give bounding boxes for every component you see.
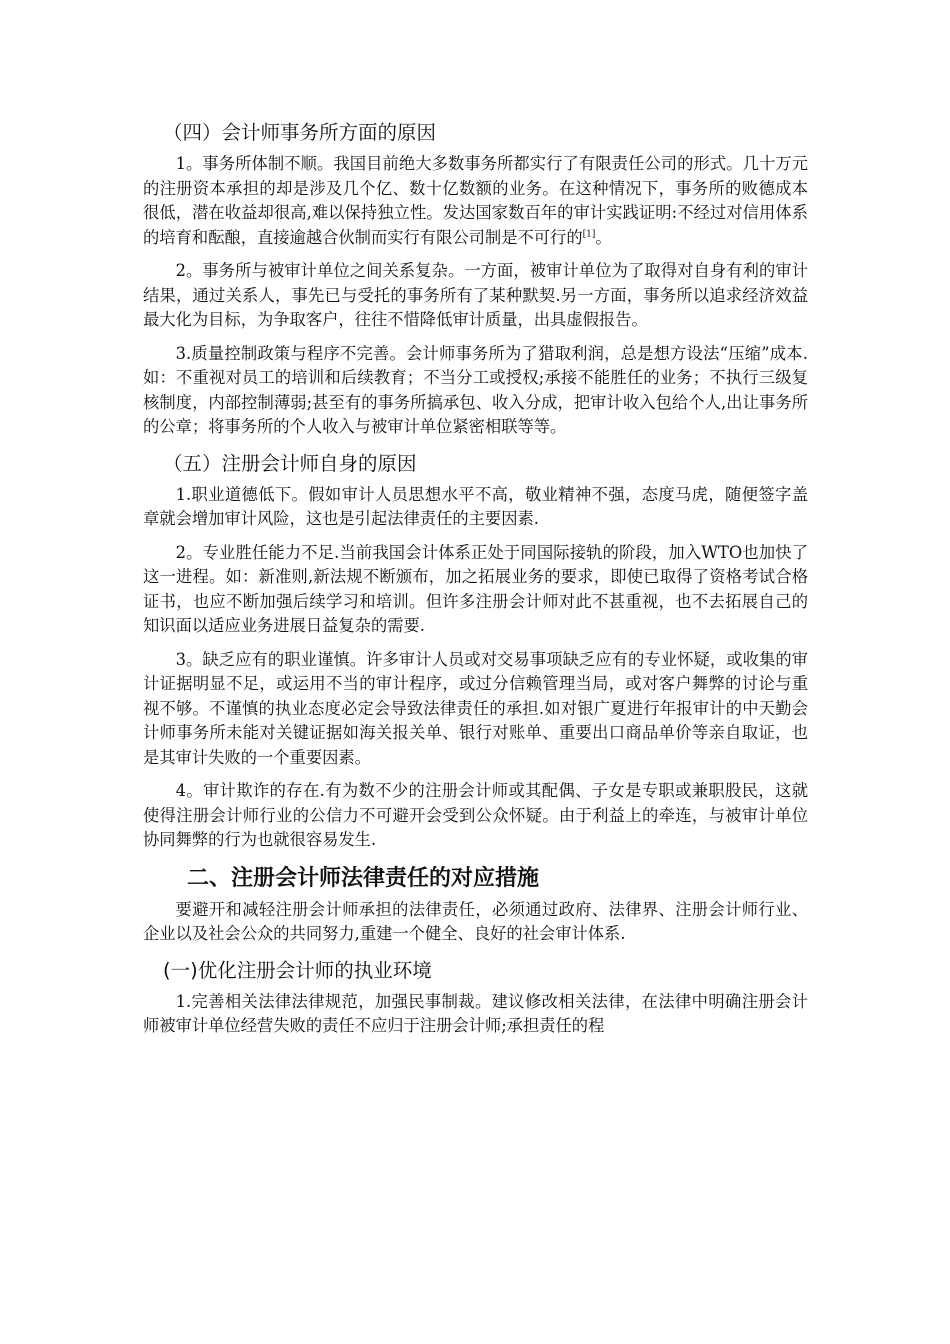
document-page [143, 118, 808, 1048]
paragraph-4-3: 3.质量控制政策与程序不完善。会计师事务所为了猎取利润，总是想方设法“压缩”成本.如：不重视对员工的培训和后续教育；不当分工或授权;承接不能胜任的业务；不执行三级复核制度，内部控制薄弱;甚至有的事务所搞承包、收入分成，把审计收入包给个人,出让事务所的公章；将事务所的个人收入与被审计单位紧密相联等等。 [143, 343, 808, 436]
section-heading-5: （五）注册会计师自身的原因 [163, 451, 417, 475]
paragraph-5-4: 4。审计欺诈的存在.有为数不少的注册会计师或其配偶、子女是专职或兼职股民，这就使得注册会计师行业的公信力不可避开会受到公众怀疑。由于利益上的牵连，与被审计单位协同舞弊的行为也就很容易发生. [143, 781, 808, 849]
paragraph-5-3: 3。缺乏应有的职业谨慎。许多审计人员或对交易事项缺乏应有的专业怀疑，或收集的审计证据明显不足，或运用不当的审计程序，或过分信赖管理当局，或对客户舞弊的讨论与重视不够。不谨慎的执业态度必定会导致法律责任的承担.如对银广夏进行年报审计的中天勤会计师事务所未能对关键证据如海关报关单、银行对账单、重要出口商品单价等亲自取证，也是其审计失败的一个重要因素。 [143, 649, 808, 767]
paragraph-5-1: 1.职业道德低下。假如审计人员思想水平不高，敬业精神不强，态度马虎，随便签字盖章就会增加审计风险，这也是引起法律责任的主要因素. [143, 484, 808, 528]
subsection-heading: (一)优化注册会计师的执业环境 [163, 958, 432, 982]
section-heading-4: （四）会计师事务所方面的原因 [163, 121, 437, 144]
paragraph-tail: 。 [595, 227, 612, 247]
subsection-paragraph-1: 1.完善相关法律法律规范，加强民事制裁。建议修改相关法律，在法律中明确注册会计师被审计单位经营失败的责任不应归于注册会计师;承担责任的程 [143, 991, 808, 1035]
citation-mark: [1] [582, 229, 596, 240]
chapter-intro: 要避开和减轻注册会计师承担的法律责任，必须通过政府、法律界、注册会计师行业、企业以及社会公众的共同努力,重建一个健全、良好的社会审计体系. [143, 899, 808, 943]
chapter-heading: 二、注册会计师法律责任的对应措施 [187, 865, 540, 891]
paragraph-4-1 [143, 152, 808, 250]
paragraph-5-2: 2。专业胜任能力不足.当前我国会计体系正处于同国际接轨的阶段，加入WTO也加快了这一进程。如：新准则,新法规不断颁布，加之拓展业务的要求，即使已取得了资格考试合格证书，也应不断加强后续学习和培训。但许多注册会计师对此不甚重视，也不去拓展自己的知识面以适应业务进展日益复杂的需要. [143, 542, 808, 635]
paragraph-4-2: 2。事务所与被审计单位之间关系复杂。一方面，被审计单位为了取得对自身有利的审计结果，通过关系人，事先已与受托的事务所有了某种默契.另一方面，事务所以追求经济效益最大化为目标，为争取客户，往往不惜降低审计质量，出具虚假报告。 [143, 261, 808, 329]
paragraph-text: 1。事务所体制不顺。我国目前绝大多数事务所都实行了有限责任公司的形式。几十万元的注册资本承担的却是涉及几个亿、数十亿数额的业务。在这种情况下，事务所的败德成本很低，潜在收益却很高,难以保持独立性。发达国家数百年的审计实践证明:不经过对信用体系的培育和酝酿，直接逾越合伙制而实行有限公司制是不可行的 [143, 154, 808, 247]
